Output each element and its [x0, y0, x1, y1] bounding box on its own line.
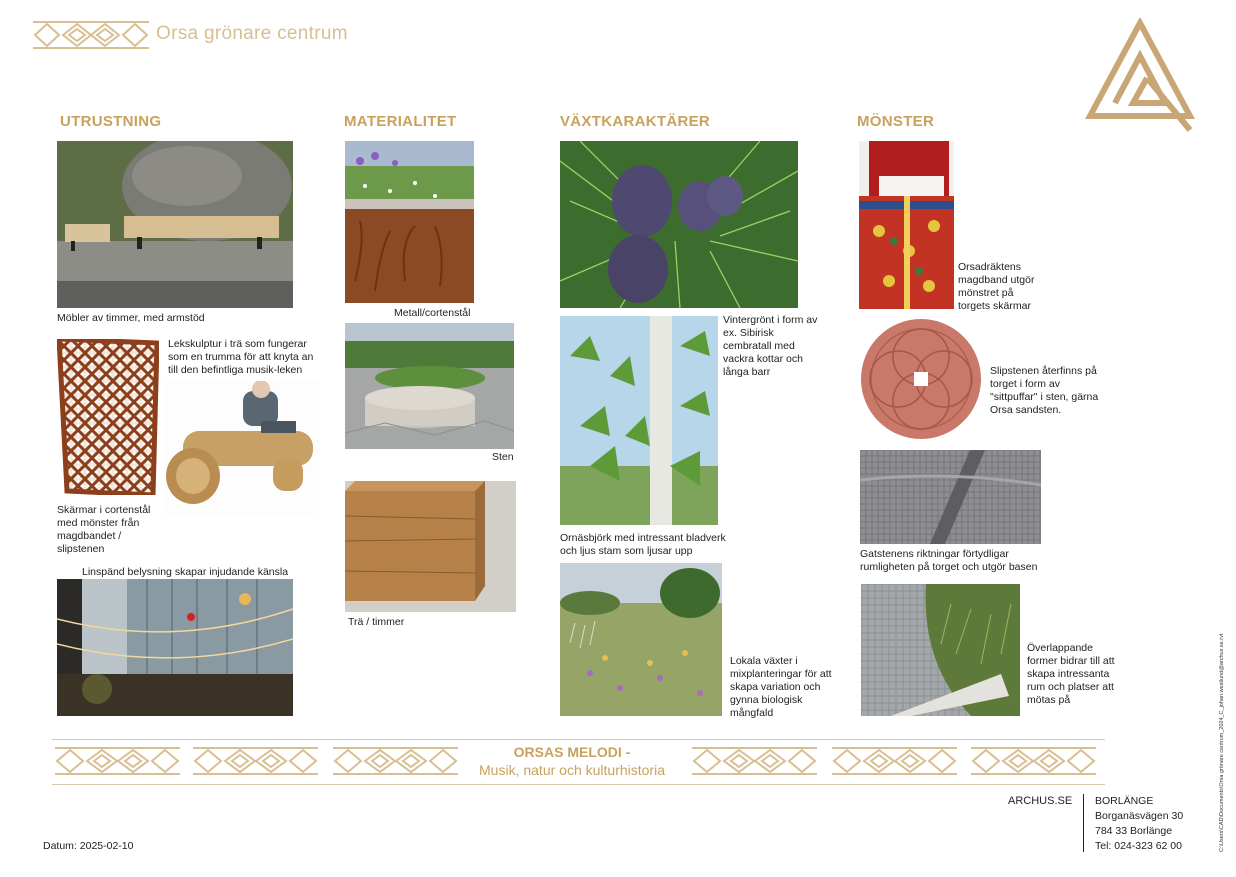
date-label: Datum: 2025-02-10: [43, 840, 134, 852]
banner-pattern: [971, 746, 1096, 776]
address-phone: Tel: 024-323 62 00: [1095, 840, 1182, 852]
file-path-label: C:\Users\CAD\Documents\Orsa grönare centrum_2024_C_johan.westlund@archus.se.rvt: [1219, 633, 1225, 852]
address-block: [1095, 794, 1183, 854]
banner-pattern: [55, 746, 180, 776]
cobblestone-photo: [860, 450, 1041, 544]
heading-monster: MÖNSTER: [857, 113, 935, 130]
wooden-drum-sculpture-photo: [163, 381, 319, 514]
caption-metall: Metall/cortenstål: [394, 307, 471, 319]
orsa-costume-photo: [859, 141, 954, 309]
timber-block-photo: [345, 481, 516, 612]
pine-cones-photo: [560, 141, 798, 308]
caption-vintergront: Vintergrönt i form av ex. Sibirisk cembratall med vackra kottar och långa barr: [723, 314, 818, 378]
banner-bottom-rule: [52, 784, 1105, 785]
footer-divider: [1083, 794, 1084, 852]
caption-mobler: Möbler av timmer, med armstöd: [57, 312, 205, 324]
archus-logo: [1085, 18, 1195, 136]
corten-planter-photo: [345, 141, 474, 303]
address-street: Borganäsvägen 30: [1095, 810, 1184, 822]
caption-lekskulptur: Lekskulptur i trä som fungerar som en trumma för att knyta an till den befintliga musik-leken: [168, 338, 314, 376]
caption-sten: Sten: [492, 451, 514, 463]
page-title: Orsa grönare centrum: [156, 23, 348, 44]
banner-pattern: [832, 746, 957, 776]
caption-ornasbjork: Ornäsbjörk med intressant bladverk och ljus stam som ljusar upp: [560, 532, 726, 557]
corten-screen-photo: [57, 339, 159, 495]
caption-tra: Trä / timmer: [348, 616, 405, 628]
string-lights-photo: [57, 579, 293, 716]
address-postal: 784 33 Borlänge: [1095, 825, 1173, 837]
timber-bench-photo: [57, 141, 293, 308]
address-city: BORLÄNGE: [1095, 795, 1154, 807]
caption-orsadrakt: Orsadräktens magdband utgör mönstret på torgets skärmar: [958, 261, 1035, 312]
heading-materialitet: MATERIALITET: [344, 113, 457, 130]
birch-leaves-photo: [560, 316, 718, 525]
caption-linspand: Linspänd belysning skapar injudande känsla: [82, 566, 289, 578]
heading-vaxtkaraktarer: VÄXTKARAKTÄRER: [560, 113, 711, 130]
banner-title: [462, 744, 682, 778]
overlapping-forms-photo: [861, 584, 1020, 716]
company-link[interactable]: ARCHUS.SE: [1008, 795, 1073, 807]
caption-gatsten: Gatstenens riktningar förtydligar rumligheten på torget och utgör basen: [860, 548, 1038, 573]
stone-seat-photo: [345, 323, 514, 449]
caption-skarmar: Skärmar i cortenstål med mönster från magdbandet / slipstenen: [57, 504, 151, 555]
meadow-planting-photo: [560, 563, 722, 716]
caption-lokala: Lokala växter i mixplanteringar för att skapa variation och gynna biologisk mångfald: [730, 655, 832, 719]
grindstone-disc: [858, 317, 984, 441]
banner-line1: ORSAS MELODI -: [513, 744, 631, 760]
header-pattern: [33, 20, 149, 50]
banner-pattern: [333, 746, 458, 776]
banner-pattern: [193, 746, 318, 776]
banner-line2: Musik, natur och kulturhistoria: [479, 762, 665, 778]
caption-overlappande: Överlappande former bidrar till att skapa intressanta rum och platser att mötas på: [1027, 642, 1115, 706]
banner-top-rule: [52, 739, 1105, 740]
heading-utrustning: UTRUSTNING: [60, 113, 162, 130]
caption-slipsten: Slipstenen återfinns på torget i form av "sittpuffar" i sten, gärna Orsa sandsten.: [990, 365, 1099, 416]
banner-pattern: [692, 746, 817, 776]
